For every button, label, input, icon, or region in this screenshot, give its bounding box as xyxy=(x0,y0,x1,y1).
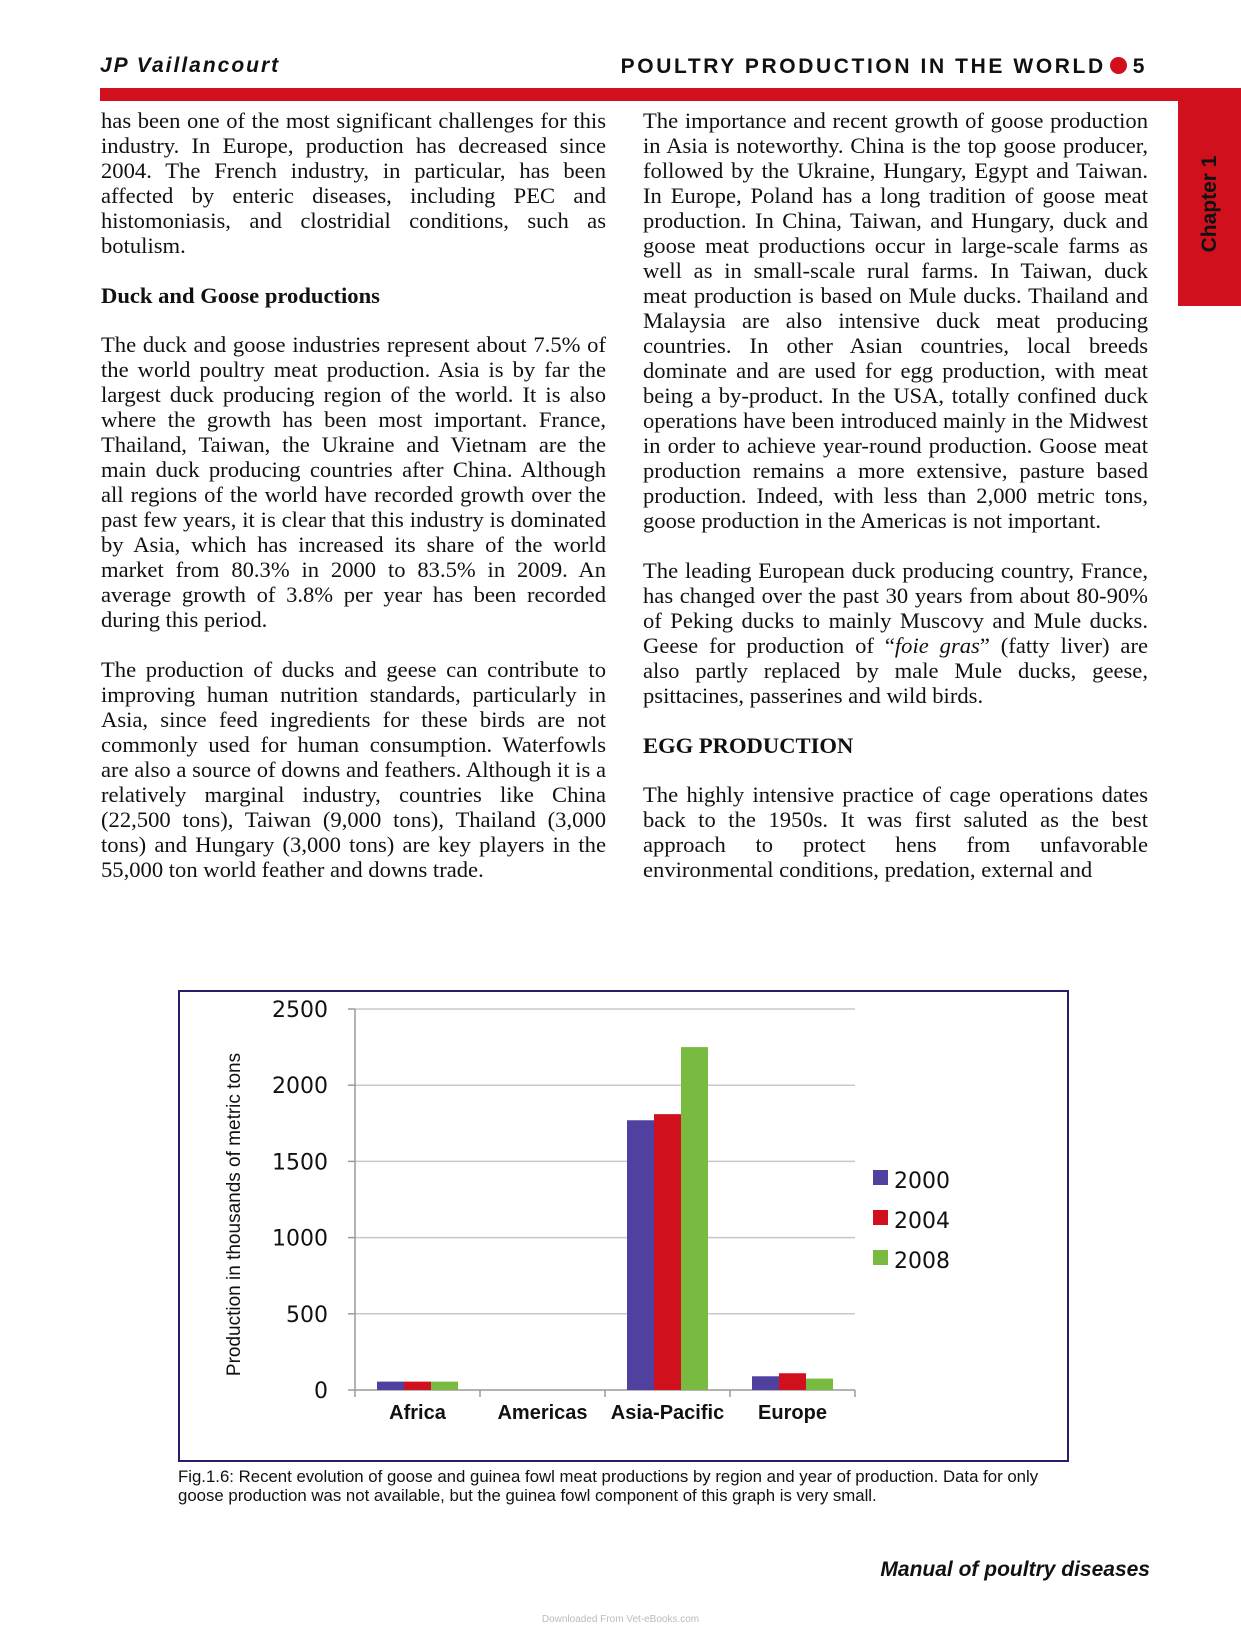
bar-africa-2004 xyxy=(404,1382,431,1390)
header-rule xyxy=(100,88,1241,101)
bar-europe-2004 xyxy=(779,1373,806,1390)
bar-chart xyxy=(180,992,1067,1460)
italic-term: foie gras xyxy=(894,633,980,658)
legend-swatch-2000 xyxy=(873,1170,888,1185)
x-category-label: Africa xyxy=(389,1402,446,1424)
y-tick-label: 1000 xyxy=(272,1226,328,1252)
left-column xyxy=(101,108,606,907)
bar-europe-2008 xyxy=(806,1379,833,1390)
bar-europe-2000 xyxy=(752,1376,779,1390)
page-number: 5 xyxy=(1132,55,1147,78)
download-watermark: Downloaded From Vet-eBooks.com xyxy=(541,1614,700,1625)
running-title-text: POULTRY PRODUCTION IN THE WORLD xyxy=(620,55,1106,78)
paragraph-foie-gras xyxy=(643,558,1148,708)
y-tick-label: 500 xyxy=(286,1302,328,1328)
bar-africa-2000 xyxy=(377,1382,404,1390)
paragraph: The production of ducks and geese can contribute to improving human nutrition standards, particularly in Asia, since feed ingredients for these birds are not commonly used for human consumption. Waterfowls are also a source of downs and feathers. Although it is a relatively marginal industry, countries like China (22,500 tons), Taiwan (9,000 tons), Thailand (3,000 tons) and Hungary (3,000 tons) are key players in the 55,000 ton world feather and downs trade. xyxy=(101,657,606,882)
paragraph: The importance and recent growth of goose production in Asia is noteworthy. China is the top goose producer, followed by the Ukraine, Hungary, Egypt and Taiwan. In Europe, Poland has a long tradition of goose meat production. In China, Taiwan, and Hungary, duck and goose meat productions occur in large-scale farms as well as in small-scale rural farms. In Taiwan, duck meat production is based on Mule ducks. Thailand and Malaysia are also intensive duck meat producing countries. In other Asian countries, local breeds dominate and are used for egg production, with meat being a by-product. In the USA, totally confined duck operations have been introduced mainly in the Midwest in order to achieve year-round production. Goose meat production remains a more extensive, pasture based production. Indeed, with less than 2,000 metric tons, goose production in the Americas is not important. xyxy=(643,108,1148,533)
paragraph: The duck and goose industries represent about 7.5% of the world poultry meat production. Asia is by far the largest duck producing region of the world. It is also where the growth has been most important. France, Thailand, Taiwan, the Ukraine and Vietnam are the main duck producing countries after China. Although all regions of the world have recorded growth over the past few years, it is clear that this industry is dominated by Asia, which has increased its share of the world market from 80.3% in 2000 to 83.5% in 2009. An average growth of 3.8% per year has been recorded during this period. xyxy=(101,332,606,632)
red-dot-icon xyxy=(1110,57,1127,74)
figure-caption: Fig.1.6: Recent evolution of goose and guinea fowl meat productions by region and year of production. Data for only goose production was not available, but the guinea fowl component of this graph is very small. xyxy=(178,1467,1039,1505)
y-axis-title: Production in thousands of metric tons xyxy=(224,1052,245,1377)
text-run: ” (fatty liver) are also partly replaced by male Mule ducks, geese, psittacines, passerines and wild birds. xyxy=(643,633,1148,708)
right-column xyxy=(643,108,1148,907)
legend-label: 2000 xyxy=(894,1169,950,1194)
x-category-label: Americas xyxy=(497,1402,588,1424)
bar-africa-2008 xyxy=(431,1382,458,1390)
text-run: The leading European duck producing country, France, has changed over the past 30 years from about 80-90% of Peking ducks to mainly Muscovy and Mule ducks. Geese for production of “ xyxy=(643,558,1148,658)
y-tick-label: 2000 xyxy=(272,1074,328,1100)
legend-label: 2004 xyxy=(894,1209,950,1234)
y-tick-label: 1500 xyxy=(272,1150,328,1176)
y-tick-label: 0 xyxy=(314,1379,328,1404)
bar-asia-pacific-2004 xyxy=(654,1114,681,1390)
chapter-tab xyxy=(1178,101,1241,306)
running-title xyxy=(621,55,1147,79)
legend-swatch-2008 xyxy=(873,1250,888,1265)
bar-asia-pacific-2000 xyxy=(627,1120,654,1390)
running-author: JP Vaillancourt xyxy=(100,54,281,77)
chapter-tab-label: Chapter 1 xyxy=(1197,155,1221,252)
legend-swatch-2004 xyxy=(873,1210,888,1225)
paragraph: The highly intensive practice of cage operations dates back to the 1950s. It was first saluted as the best approach to protect hens from unfavorable environmental conditions, predation, external and xyxy=(643,782,1148,882)
section-heading-duck-goose: Duck and Goose productions xyxy=(101,283,380,308)
x-category-label: Asia-Pacific xyxy=(610,1402,725,1424)
bar-asia-pacific-2008 xyxy=(681,1047,708,1390)
figure-frame xyxy=(178,990,1069,1462)
section-heading-egg-production: EGG PRODUCTION xyxy=(643,733,854,758)
paragraph: has been one of the most significant challenges for this industry. In Europe, production has decreased since 2004. The French industry, in particular, has been affected by enteric diseases, including PEC and histomoniasis, and clostridial conditions, such as botulism. xyxy=(101,108,606,258)
y-tick-label: 2500 xyxy=(272,998,328,1023)
legend-label: 2008 xyxy=(894,1249,950,1274)
book-title: Manual of poultry diseases xyxy=(880,1558,1150,1581)
x-category-label: Europe xyxy=(758,1402,827,1424)
